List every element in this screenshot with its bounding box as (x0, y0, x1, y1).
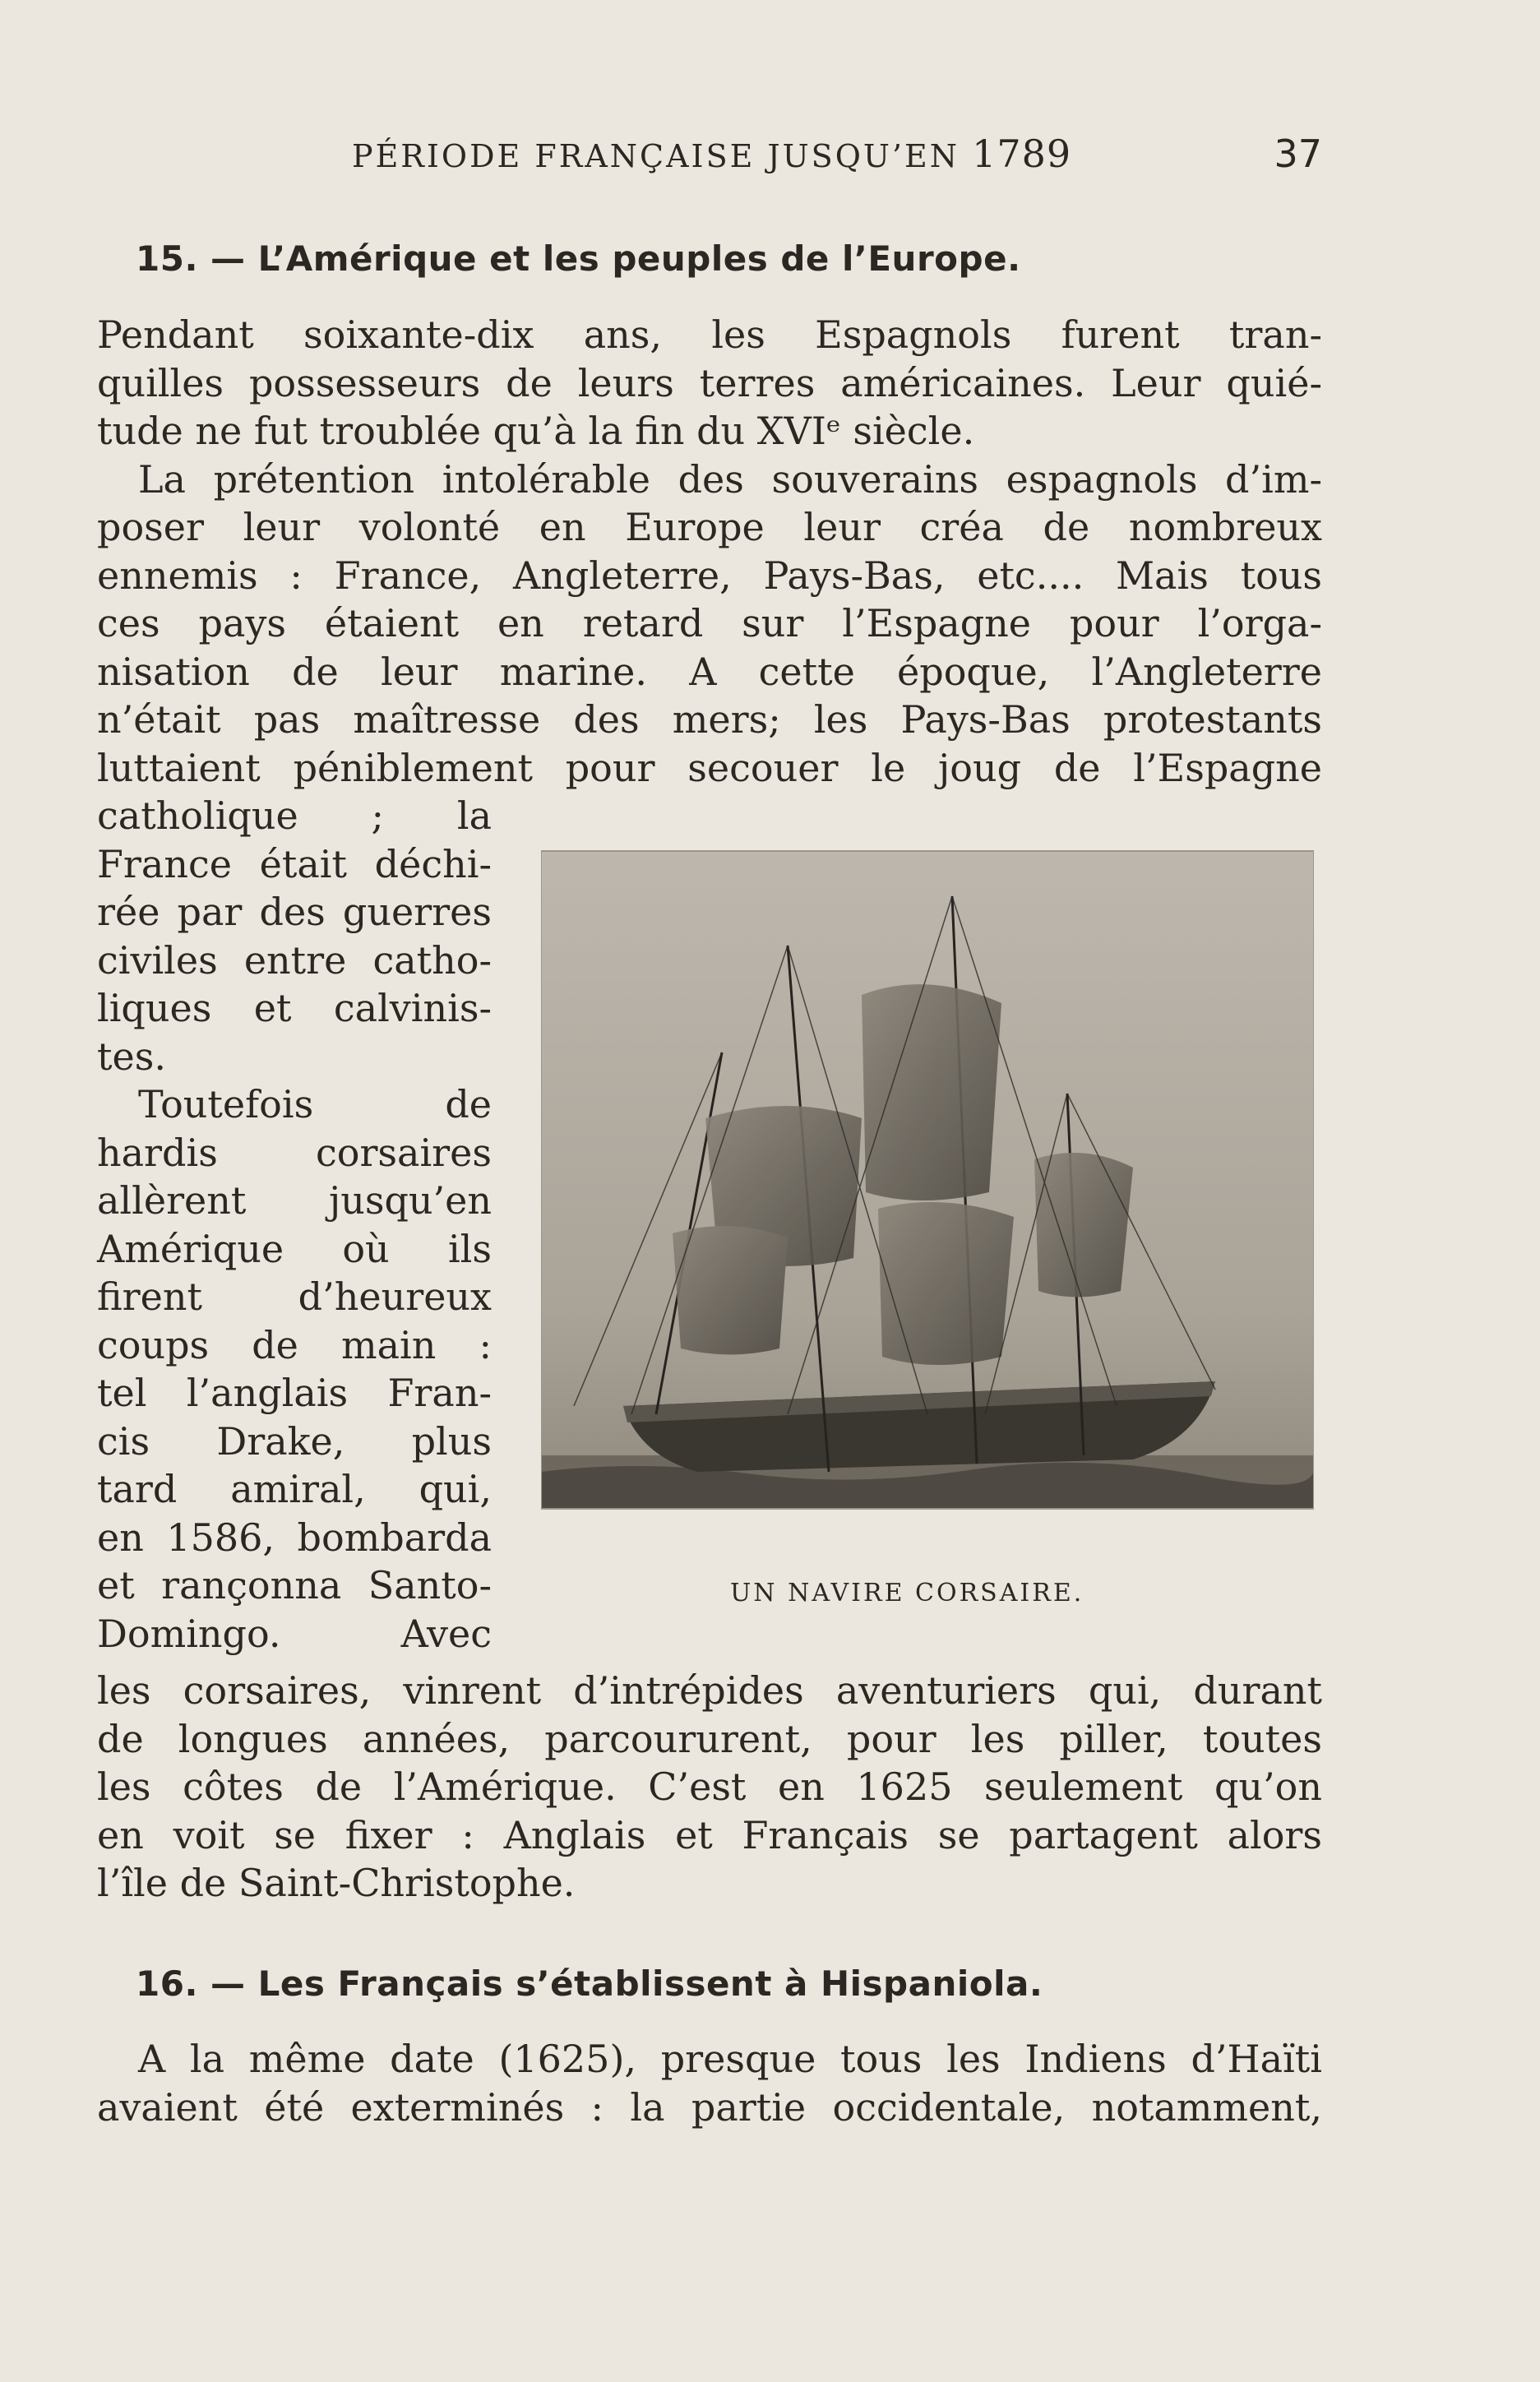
text-line: l’île de Saint-Christophe. (97, 1861, 576, 1905)
section-15-paragraphs-top (97, 311, 1322, 792)
text-line: quilles possesseurs de leurs terres américaines. Leur quié- (97, 360, 1322, 405)
corsair-ship-image (541, 847, 1314, 1529)
text-line: les corsaires, vinrent d’intrépides aventuriers qui, durant (97, 1668, 1322, 1713)
text-line: tel l’anglais Fran- (97, 1371, 492, 1415)
section-15-heading: 15. — L’Amérique et les peuples de l’Europe. (136, 238, 1021, 279)
text-line: ennemis : France, Angleterre, Pays-Bas, etc.... Mais tous (97, 553, 1322, 598)
text-line: les côtes de l’Amérique. C’est en 1625 seulement qu’on (97, 1765, 1322, 1809)
text-line: tard amiral, qui, (97, 1467, 492, 1511)
text-line: civiles entre catho- (97, 937, 492, 983)
text-line: en voit se fixer : Anglais et Français se partagent alors (97, 1812, 1322, 1857)
text-line: rée par des guerres (97, 890, 492, 934)
figure-caption: UN NAVIRE CORSAIRE. (730, 1579, 1084, 1607)
running-head (97, 132, 1322, 181)
text-line: et rançonna Santo- (97, 1563, 492, 1607)
text-line: firent d’heureux (97, 1274, 492, 1319)
text-line: coups de main : (97, 1322, 492, 1367)
text-line: luttaient péniblement pour secouer le joug de l’Espagne (97, 745, 1322, 790)
text-line: liques et calvinis- (97, 986, 492, 1030)
text-line: cis Drake, plus (97, 1418, 492, 1464)
ship-illustration (541, 847, 1314, 1529)
text-line: de longues années, parcoururent, pour les piller, toutes (97, 1716, 1322, 1761)
text-line: Toutefois de (138, 1082, 492, 1126)
text-line: poser leur volonté en Europe leur créa de nombreux (97, 505, 1322, 549)
text-line: en 1586, bombarda (97, 1515, 492, 1560)
text-line: La prétention intolérable des souverains espagnols d’im- (138, 456, 1322, 502)
section-15-paragraphs-bottom (97, 1667, 1322, 1908)
text-line: A la même date (1625), presque tous les Indiens d’Haïti (138, 2037, 1322, 2081)
section-16-heading: 16. — Les Français s’établissent à Hispaniola. (136, 1963, 1043, 2004)
text-line: ces pays étaient en retard sur l’Espagne pour l’orga- (97, 601, 1322, 645)
text-line: nisation de leur marine. A cette époque, l’Angleterre (97, 649, 1322, 694)
section-16-paragraph (97, 2035, 1322, 2131)
text-line: Amérique où ils (97, 1226, 492, 1271)
text-line: France était déchi- (97, 841, 492, 886)
text-line: tes. (97, 1034, 166, 1079)
text-line: tude ne fut troublée qu’à la fin du XVIᵉ siècle. (97, 409, 975, 453)
text-line: n’était pas maîtresse des mers; les Pays-Bas protestants (97, 697, 1322, 742)
running-title: PÉRIODE FRANÇAISE JUSQU’EN 1789 (352, 132, 1072, 176)
page-number: 37 (1274, 132, 1322, 176)
text-line: avaient été exterminés : la partie occidentale, notamment, (97, 2084, 1322, 2130)
text-line: Pendant soixante-dix ans, les Espagnols furent tran- (97, 312, 1322, 357)
text-line: allèrent jusqu’en (97, 1178, 492, 1223)
section-15-wrapped-text (97, 792, 492, 1658)
text-line: hardis corsaires (97, 1130, 492, 1175)
text-line: Domingo. Avec (97, 1611, 492, 1656)
text-line: catholique ; la (97, 793, 492, 838)
